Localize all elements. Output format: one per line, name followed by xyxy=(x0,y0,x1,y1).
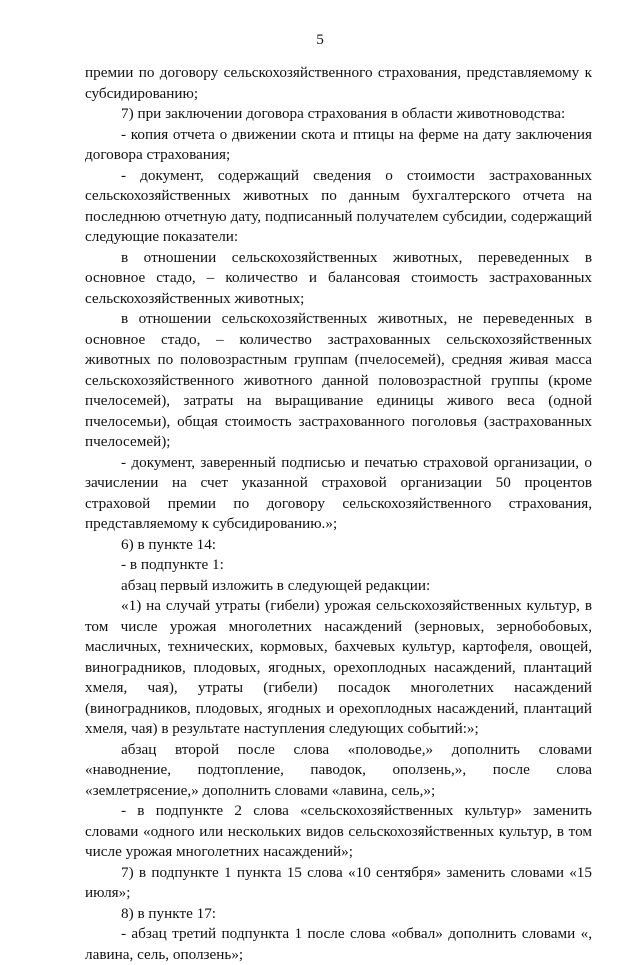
paragraph: в отношении сельскохозяйственных животных, переведенных в основное стадо, – количество и балансовая стоимость застрахованных сельскохозяйственных животных; xyxy=(85,248,592,307)
paragraph: - копия отчета о движении скота и птицы на ферме на дату заключения договора страхования; xyxy=(85,125,592,163)
paragraph: - в подпункте 2 слова «сельскохозяйственных культур» заменить словами «одного или нескольких видов сельскохозяйственных культур, в том числе урожая многолетних насаждений»; xyxy=(85,802,592,860)
paragraph: 8) в пункте 17: xyxy=(121,904,217,922)
paragraph: - документ, заверенный подписью и печатью страховой организации, о зачислении на счет указанной страховой организации 50 процентов страховой премии по договору сельскохозяйственного страхования, представляемому к субсидированию.»; xyxy=(85,453,592,532)
paragraph: абзац второй после слова «половодье,» дополнить словами «наводнение, подтопление, паводок, оползень,», после слова «землетрясение,» дополнить словами «лавина, сель,»; xyxy=(85,740,592,799)
paragraph: «1) на случай утраты (гибели) урожая сельскохозяйственных культур, в том числе урожая многолетних насаждений (зерновых, зернобобовых, масличных, технических, кормовых, бахчевых культур, картофеля, овощей, виноградников, плодовых, ягодных, орехоплодных насаждений, плантаций хмеля, чая), утраты (гибели) посадок многолетних насаждений (виноградников, плодовых, ягодных и орехоплодных насаждений, плантаций хмеля, чая) в результате наступления следующих событий:»; xyxy=(85,597,592,737)
paragraph: 7) в подпункте 1 пункта 15 слова «10 сентября» заменить словами «15 июля»; xyxy=(85,863,592,901)
paragraph: премии по договору сельскохозяйственного страхования, представляемому к субсидированию; xyxy=(85,64,592,102)
paragraph: абзац первый изложить в следующей редакции: xyxy=(121,576,431,594)
paragraph: - документ, содержащий сведения о стоимости застрахованных сельскохозяйственных животных по данным бухгалтерского отчета на последнюю отчетную дату, подписанный получателем субсидии, содержащий следующие показатели: xyxy=(85,166,592,245)
paragraph: в отношении сельскохозяйственных животных, не переведенных в основное стадо, – количество застрахованных сельскохозяйственных животных по половозрастным группам (пчелосемей), средняя живая масса сельскохозяйственного животного данной половозрастной группы (кроме пчелосемей), затраты на выращивание единицы живого веса (одной пчелосемьи), общая стоимость застрахованного поголовья (застрахованных пчелосемей); xyxy=(85,310,592,450)
document-body xyxy=(85,63,592,965)
page-number: 5 xyxy=(316,31,324,48)
paragraph: - в подпункте 1: xyxy=(121,556,224,573)
paragraph: - абзац третий подпункта 1 после слова «обвал» дополнить словами «, лавина, сель, оползень»; xyxy=(85,925,592,963)
paragraph: 6) в пункте 14: xyxy=(121,535,217,553)
paragraph: 7) при заключении договора страхования в области животноводства: xyxy=(121,105,566,122)
